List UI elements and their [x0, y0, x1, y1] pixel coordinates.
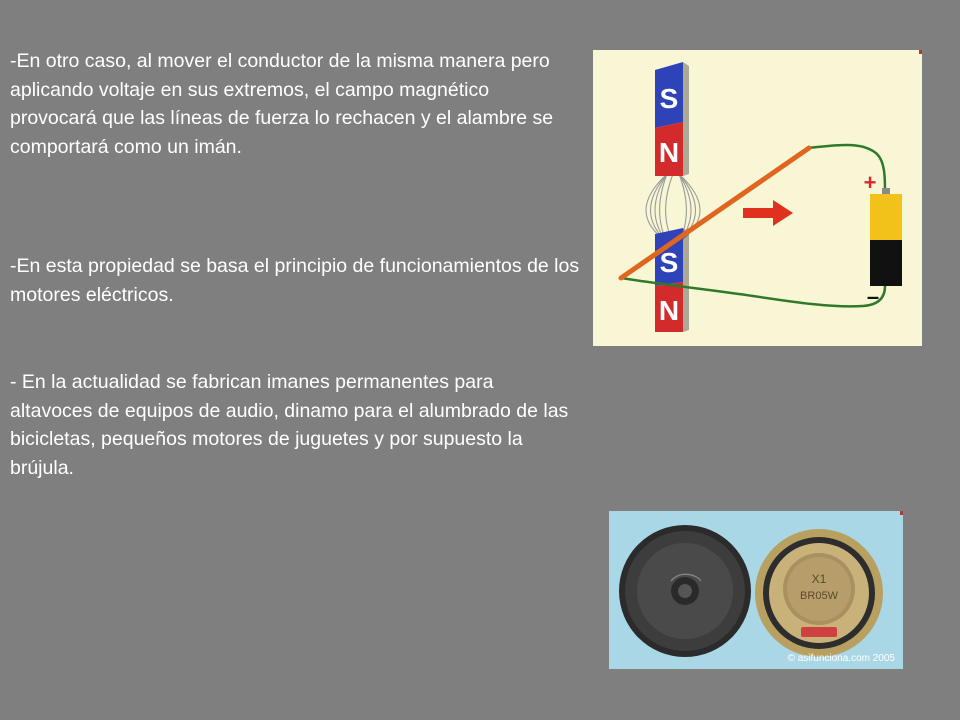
motion-arrow: [743, 200, 793, 226]
speakers-photo: [609, 511, 903, 669]
photo-copyright: © asifunciona.com 2005: [787, 653, 895, 664]
motor-diagram: [593, 50, 922, 346]
magnet-bottom-n-label: N: [658, 295, 680, 326]
speaker-back: [755, 529, 883, 657]
paragraph-motors: -En esta propiedad se basa el principio de funcionamientos de los motores eléctricos.: [10, 255, 580, 306]
paragraph-induction: -En otro caso, al mover el conductor de la misma manera pero aplicando voltaje en sus extremos, el campo magnético provocará que las líneas de fuerza lo rechacen y el alambre se comportará como un imán.: [10, 50, 554, 158]
magnet-top: [655, 62, 689, 176]
battery-minus-label: –: [866, 284, 880, 309]
speaker-front: [619, 525, 751, 657]
paragraph-applications: - En la actualidad se fabrican imanes permanentes para altavoces de equipos de audio, dinamo para el alumbrado de las bicicletas, pequeños motores de juguetes y por supuesto la brújula.: [10, 371, 569, 479]
battery: [864, 170, 902, 309]
battery-plus-label: +: [863, 170, 877, 195]
magnet-bottom-s-label: S: [659, 247, 679, 278]
magnet-top-s-label: S: [659, 83, 679, 114]
magnet-top-n-label: N: [658, 137, 680, 168]
speaker-label-line2: BR05W: [800, 590, 838, 602]
speaker-label-line1: X1: [811, 572, 827, 586]
motor-principle-illustration: [593, 50, 922, 346]
speakers-drawing: [609, 511, 903, 669]
